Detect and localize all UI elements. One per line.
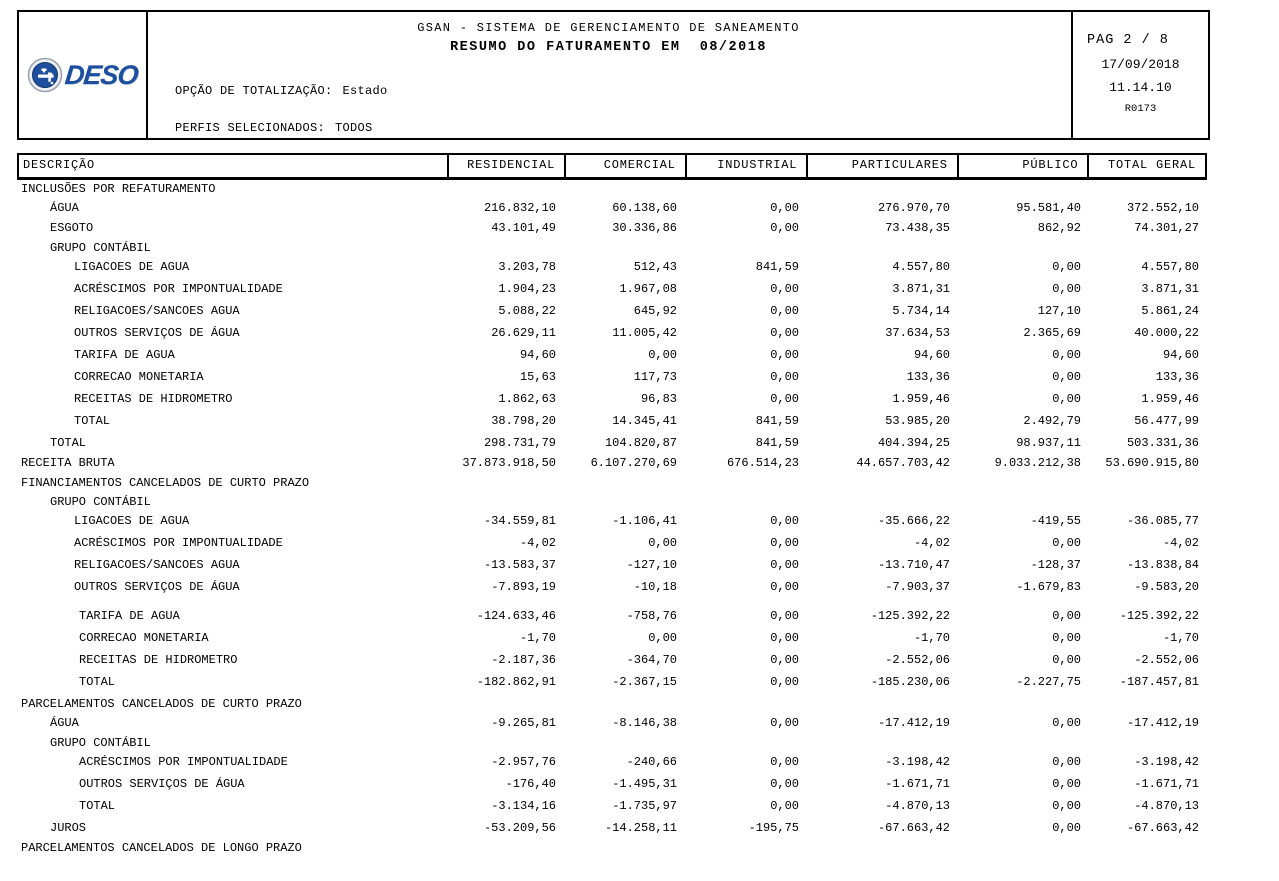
table-row — [17, 697, 1207, 716]
row-label: TOTAL — [74, 414, 111, 428]
cell-value: -240,66 — [626, 755, 677, 769]
cell-value: -67.663,42 — [877, 821, 950, 835]
cell-value: 96,83 — [640, 392, 677, 406]
cell-value: 0,00 — [1052, 777, 1081, 791]
cell-value: 1.967,08 — [619, 282, 677, 296]
cell-value: 5.861,24 — [1141, 304, 1199, 318]
cell-value: 73.438,35 — [885, 221, 950, 235]
row-label: TARIFA DE AGUA — [79, 609, 180, 623]
logo-text: DESO — [63, 59, 140, 90]
cell-value: 862,92 — [1037, 221, 1081, 235]
totalization-value: Estado — [342, 84, 388, 98]
row-label: GRUPO CONTÁBIL — [50, 495, 151, 509]
table-row — [17, 370, 1207, 392]
cell-value: -53.209,56 — [483, 821, 556, 835]
cell-value: 60.138,60 — [612, 201, 677, 215]
column-header: INDUSTRIAL — [685, 155, 807, 177]
cell-value: -17.412,19 — [877, 716, 950, 730]
table-row — [17, 414, 1207, 436]
cell-value: -9.265,81 — [491, 716, 556, 730]
cell-value: -34.559,81 — [483, 514, 556, 528]
cell-value: -1,70 — [913, 631, 950, 645]
cell-value: 0,00 — [1052, 631, 1081, 645]
row-label: ESGOTO — [50, 221, 94, 235]
cell-value: 2.492,79 — [1023, 414, 1081, 428]
table-row — [17, 348, 1207, 370]
cell-value: 0,00 — [1052, 260, 1081, 274]
cell-value: 14.345,41 — [612, 414, 677, 428]
cell-value: -176,40 — [505, 777, 556, 791]
cell-value: -36.085,77 — [1126, 514, 1199, 528]
cell-value: 30.336,86 — [612, 221, 677, 235]
cell-value: -758,76 — [626, 609, 677, 623]
cell-value: 216.832,10 — [483, 201, 556, 215]
cell-value: 372.552,10 — [1126, 201, 1199, 215]
table-row — [17, 436, 1207, 456]
cell-value: -2.367,15 — [612, 675, 677, 689]
cell-value: 0,00 — [1052, 370, 1081, 384]
cell-value: -1.495,31 — [612, 777, 677, 791]
cell-value: 0,00 — [770, 580, 799, 594]
cell-value: 0,00 — [770, 777, 799, 791]
cell-value: 5.088,22 — [498, 304, 556, 318]
cell-value: -8.146,38 — [612, 716, 677, 730]
cell-value: 503.331,36 — [1126, 436, 1199, 450]
cell-value: -7.893,19 — [491, 580, 556, 594]
cell-value: 0,00 — [770, 675, 799, 689]
cell-value: 0,00 — [770, 304, 799, 318]
cell-value: -13.710,47 — [877, 558, 950, 572]
cell-value: -125.392,22 — [870, 609, 950, 623]
cell-value: -128,37 — [1030, 558, 1081, 572]
cell-value: -1,70 — [1162, 631, 1199, 645]
cell-value: 0,00 — [770, 653, 799, 667]
cell-value: 0,00 — [1052, 755, 1081, 769]
faucet-logo-icon — [27, 57, 63, 93]
cell-value: 3.871,31 — [892, 282, 950, 296]
table-row — [17, 201, 1207, 221]
cell-value: 3.871,31 — [1141, 282, 1199, 296]
cell-value: 645,92 — [633, 304, 677, 318]
cell-value: -13.838,84 — [1126, 558, 1199, 572]
page-number: PAG 2 / 8 — [1087, 33, 1169, 48]
cell-value: 0,00 — [770, 201, 799, 215]
cell-value: 94,60 — [913, 348, 950, 362]
cell-value: 117,73 — [633, 370, 677, 384]
cell-value: 0,00 — [770, 799, 799, 813]
cell-value: -2.957,76 — [491, 755, 556, 769]
cell-value: 0,00 — [770, 348, 799, 362]
table-row — [17, 777, 1207, 799]
cell-value: -3.134,16 — [491, 799, 556, 813]
cell-value: 841,59 — [755, 260, 799, 274]
table-row — [17, 241, 1207, 260]
table-row — [17, 304, 1207, 326]
row-label: TARIFA DE AGUA — [74, 348, 175, 362]
cell-value: 133,36 — [1155, 370, 1199, 384]
system-title: GSAN - SISTEMA DE GERENCIAMENTO DE SANEAMENTO — [417, 21, 800, 35]
cell-value: 0,00 — [1052, 609, 1081, 623]
billing-table-body — [17, 182, 1207, 860]
cell-value: 0,00 — [770, 370, 799, 384]
column-header: PARTICULARES — [806, 155, 957, 177]
cell-value: -4.870,13 — [1134, 799, 1199, 813]
column-header: DESCRIÇÃO — [23, 158, 96, 172]
cell-value: 127,10 — [1037, 304, 1081, 318]
row-label: RELIGACOES/SANCOES AGUA — [74, 304, 240, 318]
cell-value: -1,70 — [519, 631, 556, 645]
cell-value: -35.666,22 — [877, 514, 950, 528]
table-header — [17, 153, 1207, 180]
row-label: ACRÉSCIMOS POR IMPONTUALIDADE — [74, 536, 283, 550]
row-label: TOTAL — [50, 436, 87, 450]
cell-value: -1.671,71 — [885, 777, 950, 791]
cell-value: 133,36 — [906, 370, 950, 384]
cell-value: 43.101,49 — [491, 221, 556, 235]
totalization-label: OPÇÃO DE TOTALIZAÇÃO: — [175, 84, 333, 98]
cell-value: 276.970,70 — [877, 201, 950, 215]
cell-value: 0,00 — [1052, 821, 1081, 835]
cell-value: -2.552,06 — [885, 653, 950, 667]
cell-value: 44.657.703,42 — [856, 456, 950, 470]
table-row — [17, 326, 1207, 348]
cell-value: -195,75 — [748, 821, 799, 835]
table-row — [17, 736, 1207, 755]
cell-value: 0,00 — [770, 326, 799, 340]
cell-value: 0,00 — [770, 609, 799, 623]
cell-value: 94,60 — [519, 348, 556, 362]
row-label: OUTROS SERVIÇOS DE ÁGUA — [79, 777, 245, 791]
row-label: GRUPO CONTÁBIL — [50, 241, 151, 255]
deso-logo — [19, 12, 148, 138]
cell-value: 0,00 — [1052, 348, 1081, 362]
cell-value: 0,00 — [770, 536, 799, 550]
table-row — [17, 609, 1207, 631]
profiles-label: PERFIS SELECIONADOS: — [175, 121, 326, 135]
cell-value: 56.477,99 — [1134, 414, 1199, 428]
table-row — [17, 514, 1207, 536]
cell-value: 676.514,23 — [726, 456, 799, 470]
table-row — [17, 260, 1207, 282]
cell-value: 3.203,78 — [498, 260, 556, 274]
cell-value: -4,02 — [1162, 536, 1199, 550]
row-label: OUTROS SERVIÇOS DE ÁGUA — [74, 580, 240, 594]
row-label: CORRECAO MONETARIA — [79, 631, 209, 645]
cell-value: 26.629,11 — [491, 326, 556, 340]
column-header: RESIDENCIAL — [447, 155, 565, 177]
cell-value: -127,10 — [626, 558, 677, 572]
row-label: PARCELAMENTOS CANCELADOS DE CURTO PRAZO — [21, 697, 302, 711]
table-row — [17, 821, 1207, 841]
row-label: LIGACOES DE AGUA — [74, 514, 190, 528]
row-label: TOTAL — [79, 799, 116, 813]
row-label: GRUPO CONTÁBIL — [50, 736, 151, 750]
cell-value: -4,02 — [519, 536, 556, 550]
report-date: 17/09/2018 — [1101, 57, 1180, 72]
row-label: ÁGUA — [50, 716, 79, 730]
cell-value: 0,00 — [1052, 653, 1081, 667]
table-row — [17, 799, 1207, 821]
table-row — [17, 495, 1207, 514]
cell-value: 0,00 — [648, 631, 677, 645]
cell-value: -4,02 — [913, 536, 950, 550]
row-label: FINANCIAMENTOS CANCELADOS DE CURTO PRAZO — [21, 476, 310, 490]
cell-value: 0,00 — [1052, 282, 1081, 296]
table-row — [17, 558, 1207, 580]
cell-value: 37.634,53 — [885, 326, 950, 340]
cell-value: 1.959,46 — [892, 392, 950, 406]
table-row — [17, 755, 1207, 777]
column-header: COMERCIAL — [564, 155, 685, 177]
cell-value: 0,00 — [648, 536, 677, 550]
cell-value: 95.581,40 — [1016, 201, 1081, 215]
cell-value: -7.903,37 — [885, 580, 950, 594]
report-title: RESUMO DO FATURAMENTO EM 08/2018 — [450, 40, 767, 55]
cell-value: 9.033.212,38 — [994, 456, 1081, 470]
report-time: 11.14.10 — [1109, 80, 1172, 95]
cell-value: 0,00 — [770, 514, 799, 528]
cell-value: 1.959,46 — [1141, 392, 1199, 406]
row-label: ACRÉSCIMOS POR IMPONTUALIDADE — [74, 282, 283, 296]
table-row — [17, 716, 1207, 736]
cell-value: -17.412,19 — [1126, 716, 1199, 730]
cell-value: 53.690.915,80 — [1105, 456, 1199, 470]
row-label: OUTROS SERVIÇOS DE ÁGUA — [74, 326, 240, 340]
cell-value: 0,00 — [1052, 392, 1081, 406]
cell-value: -1.679,83 — [1016, 580, 1081, 594]
report-code: R0173 — [1124, 103, 1157, 115]
row-label: LIGACOES DE AGUA — [74, 260, 190, 274]
table-row — [17, 841, 1207, 860]
row-label: CORRECAO MONETARIA — [74, 370, 204, 384]
row-label: INCLUSÕES POR REFATURAMENTO — [21, 182, 216, 196]
cell-value: 0,00 — [1052, 716, 1081, 730]
cell-value: -185.230,06 — [870, 675, 950, 689]
cell-value: 512,43 — [633, 260, 677, 274]
cell-value: 98.937,11 — [1016, 436, 1081, 450]
table-row — [17, 456, 1207, 476]
cell-value: 0,00 — [1052, 799, 1081, 813]
cell-value: -9.583,20 — [1134, 580, 1199, 594]
cell-value: -2.552,06 — [1134, 653, 1199, 667]
column-header: PÚBLICO — [957, 155, 1088, 177]
cell-value: 104.820,87 — [604, 436, 677, 450]
cell-value: 74.301,27 — [1134, 221, 1199, 235]
cell-value: -3.198,42 — [1134, 755, 1199, 769]
table-row — [17, 653, 1207, 675]
cell-value: -4.870,13 — [885, 799, 950, 813]
profiles-line — [175, 121, 373, 135]
table-row — [17, 282, 1207, 304]
cell-value: 0,00 — [770, 558, 799, 572]
cell-value: 0,00 — [770, 755, 799, 769]
column-header: TOTAL GERAL — [1087, 155, 1205, 177]
cell-value: -2.227,75 — [1016, 675, 1081, 689]
cell-value: 841,59 — [755, 436, 799, 450]
cell-value: -14.258,11 — [604, 821, 677, 835]
table-row — [17, 631, 1207, 653]
cell-value: 6.107.270,69 — [590, 456, 677, 470]
cell-value: 0,00 — [770, 631, 799, 645]
cell-value: -1.106,41 — [612, 514, 677, 528]
cell-value: 1.904,23 — [498, 282, 556, 296]
table-row — [17, 221, 1207, 241]
cell-value: -125.392,22 — [1119, 609, 1199, 623]
cell-value: -419,55 — [1030, 514, 1081, 528]
cell-value: -187.457,81 — [1119, 675, 1199, 689]
cell-value: 0,00 — [770, 392, 799, 406]
cell-value: 0,00 — [1052, 536, 1081, 550]
cell-value: 11.005,42 — [612, 326, 677, 340]
row-label: RECEITAS DE HIDROMETRO — [74, 392, 233, 406]
page-info-box — [1071, 12, 1208, 138]
table-row — [17, 392, 1207, 414]
row-label: RELIGACOES/SANCOES AGUA — [74, 558, 240, 572]
table-row — [17, 536, 1207, 558]
cell-value: 37.873.918,50 — [462, 456, 556, 470]
cell-value: -1.735,97 — [612, 799, 677, 813]
cell-value: 0,00 — [770, 221, 799, 235]
cell-value: 53.985,20 — [885, 414, 950, 428]
cell-value: 0,00 — [770, 716, 799, 730]
totalization-line — [175, 84, 388, 98]
profiles-value: TODOS — [335, 121, 373, 135]
row-label: ÁGUA — [50, 201, 79, 215]
cell-value: -364,70 — [626, 653, 677, 667]
cell-value: 5.734,14 — [892, 304, 950, 318]
cell-value: -13.583,37 — [483, 558, 556, 572]
cell-value: -67.663,42 — [1126, 821, 1199, 835]
cell-value: 1.862,63 — [498, 392, 556, 406]
cell-value: 4.557,80 — [1141, 260, 1199, 274]
cell-value: 38.798,20 — [491, 414, 556, 428]
row-label: JUROS — [50, 821, 87, 835]
table-row — [17, 580, 1207, 602]
row-label: RECEITAS DE HIDROMETRO — [79, 653, 238, 667]
cell-value: 298.731,79 — [483, 436, 556, 450]
cell-value: -2.187,36 — [491, 653, 556, 667]
report-header — [17, 10, 1210, 140]
cell-value: 15,63 — [519, 370, 556, 384]
table-row — [17, 182, 1207, 201]
cell-value: -10,18 — [633, 580, 677, 594]
cell-value: -124.633,46 — [476, 609, 556, 623]
row-label: TOTAL — [79, 675, 116, 689]
table-row — [17, 476, 1207, 495]
table-row — [17, 675, 1207, 697]
cell-value: 94,60 — [1162, 348, 1199, 362]
cell-value: -3.198,42 — [885, 755, 950, 769]
cell-value: 2.365,69 — [1023, 326, 1081, 340]
row-label: RECEITA BRUTA — [21, 456, 115, 470]
cell-value: -182.862,91 — [476, 675, 556, 689]
row-label: ACRÉSCIMOS POR IMPONTUALIDADE — [79, 755, 288, 769]
cell-value: -1.671,71 — [1134, 777, 1199, 791]
cell-value: 40.000,22 — [1134, 326, 1199, 340]
cell-value: 0,00 — [770, 282, 799, 296]
cell-value: 4.557,80 — [892, 260, 950, 274]
row-label: PARCELAMENTOS CANCELADOS DE LONGO PRAZO — [21, 841, 302, 855]
cell-value: 841,59 — [755, 414, 799, 428]
cell-value: 0,00 — [648, 348, 677, 362]
cell-value: 404.394,25 — [877, 436, 950, 450]
